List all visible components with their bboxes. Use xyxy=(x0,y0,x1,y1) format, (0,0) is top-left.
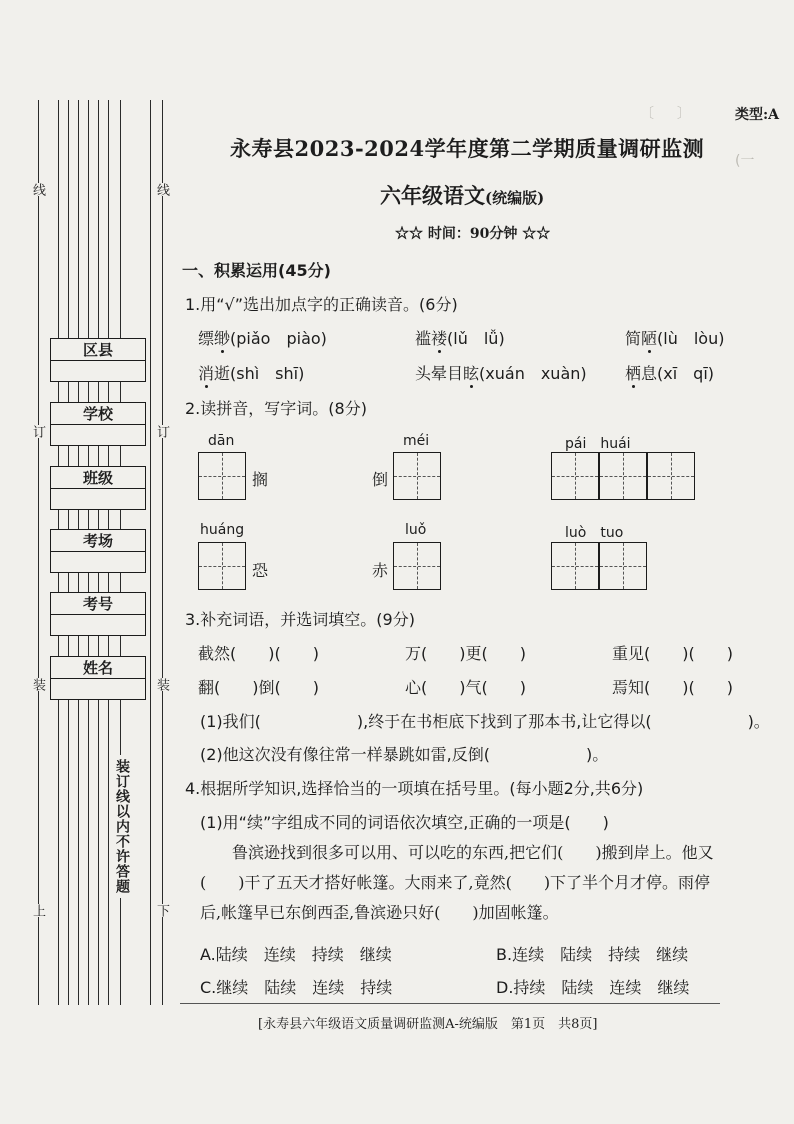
field-district[interactable] xyxy=(50,338,146,382)
pinyin: luǒ xyxy=(405,522,427,538)
writing-grid[interactable] xyxy=(599,452,647,500)
writing-grid[interactable] xyxy=(599,542,647,590)
q1-item: 缥缈(piǎo piào) xyxy=(198,329,327,348)
given-char: 搁 xyxy=(252,470,269,489)
edition-label: (统编版) xyxy=(485,189,545,207)
field-class[interactable] xyxy=(50,466,146,510)
writing-grid[interactable] xyxy=(198,452,246,500)
binding-label: 装 xyxy=(30,678,45,691)
given-char: 倒 xyxy=(372,470,389,489)
field-exam-room[interactable] xyxy=(50,529,146,573)
question-4-prompt: 4.根据所学知识,选择恰当的一项填在括号里。(每小题2分,共6分) xyxy=(185,779,644,798)
field-label: 考号 xyxy=(51,593,145,615)
q1-item: 褴褛(lǔ lǚ) xyxy=(415,329,505,348)
q4-passage: 鲁滨逊找到很多可以用、可以吃的东西,把它们( )搬到岸上。他又( )干了五天才搭好帐篷。大雨来了,竟然( )下了半个月才停。雨停后,帐篷早已东倒西歪,鲁滨逊只好( )加固帐篷。 xyxy=(200,843,714,922)
field-school[interactable] xyxy=(50,402,146,446)
given-char: 赤 xyxy=(372,561,389,580)
binding-label: 线 xyxy=(154,183,169,196)
option-b[interactable]: B.连续 陆续 持续 继续 xyxy=(496,945,689,964)
section-heading: 一、积累运用(45分) xyxy=(182,261,331,280)
writing-grid[interactable] xyxy=(647,452,695,500)
question-3-prompt: 3.补充词语，并选词填空。(9分) xyxy=(185,610,415,629)
exam-title: 永寿县2023-2024学年度第二学期质量调研监测 xyxy=(230,136,705,161)
q1-item: 头晕目眩(xuán xuàn) xyxy=(415,364,587,383)
binding-warning: 装订线以内不许答题 xyxy=(112,755,132,898)
footer-divider xyxy=(180,1003,720,1004)
given-char: 恐 xyxy=(252,561,269,580)
fill-sentence-1[interactable]: (1)我们( ),终于在书柜底下找到了那本书,让它得以( )。 xyxy=(200,712,770,731)
q1-item: 消逝(shì shī) xyxy=(198,364,305,383)
bleed-through: 〔 〕 xyxy=(640,106,691,122)
binding-label: 上 xyxy=(30,904,45,917)
field-exam-number[interactable] xyxy=(50,592,146,636)
binding-label: 下 xyxy=(154,904,169,917)
subject-title: 六年级语文 xyxy=(380,183,485,208)
option-a[interactable]: A.陆续 连续 持续 继续 xyxy=(200,945,392,964)
writing-grid[interactable] xyxy=(198,542,246,590)
writing-grid[interactable] xyxy=(551,452,599,500)
binding-line xyxy=(38,100,39,1005)
pinyin: méi xyxy=(403,433,430,449)
idiom-blank[interactable]: 焉知( )( ) xyxy=(612,678,733,697)
field-label: 考场 xyxy=(51,530,145,552)
pinyin: luò tuo xyxy=(565,525,624,541)
binding-line xyxy=(162,100,163,1005)
field-name[interactable] xyxy=(50,656,146,700)
field-label: 区县 xyxy=(51,339,145,361)
pinyin: dān xyxy=(208,433,235,449)
binding-label: 装 xyxy=(154,678,169,691)
exam-time: ☆☆ 时间：90分钟 ☆☆ xyxy=(395,226,551,242)
q1-item: 简陋(lù lòu) xyxy=(625,329,725,348)
option-c[interactable]: C.继续 陆续 连续 持续 xyxy=(200,978,393,997)
bleed-through: (一 xyxy=(735,153,755,169)
idiom-blank[interactable]: 心( )气( ) xyxy=(405,678,526,697)
question-2-prompt: 2.读拼音，写字词。(8分) xyxy=(185,399,367,418)
paper-type: 类型:A xyxy=(735,107,780,123)
writing-grid[interactable] xyxy=(393,452,441,500)
binding-label: 订 xyxy=(30,425,45,438)
page-footer: [永寿县六年级语文质量调研监测A-统编版 第1页 共8页] xyxy=(258,1017,598,1032)
idiom-blank[interactable]: 翻( )倒( ) xyxy=(198,678,319,697)
question-1-prompt: 1.用“√”选出加点字的正确读音。(6分) xyxy=(185,295,458,314)
q4-sub1: (1)用“续”字组成不同的词语依次填空,正确的一项是( ) xyxy=(200,813,609,832)
idiom-blank[interactable]: 重见( )( ) xyxy=(612,644,733,663)
binding-label: 订 xyxy=(154,425,169,438)
writing-grid[interactable] xyxy=(393,542,441,590)
field-label: 姓名 xyxy=(51,657,145,679)
idiom-blank[interactable]: 截然( )( ) xyxy=(198,644,319,663)
writing-grid[interactable] xyxy=(551,542,599,590)
option-d[interactable]: D.持续 陆续 连续 继续 xyxy=(496,978,690,997)
q1-item: 栖息(xī qī) xyxy=(625,364,715,383)
pinyin: pái huái xyxy=(565,436,631,452)
field-label: 班级 xyxy=(51,467,145,489)
fill-sentence-2[interactable]: (2)他这次没有像往常一样暴跳如雷,反倒( )。 xyxy=(200,745,609,764)
binding-label: 线 xyxy=(30,183,45,196)
binding-line xyxy=(150,100,151,1005)
exam-subtitle xyxy=(380,180,544,210)
field-label: 学校 xyxy=(51,403,145,425)
idiom-blank[interactable]: 万( )更( ) xyxy=(405,644,526,663)
pinyin: huáng xyxy=(200,522,245,538)
